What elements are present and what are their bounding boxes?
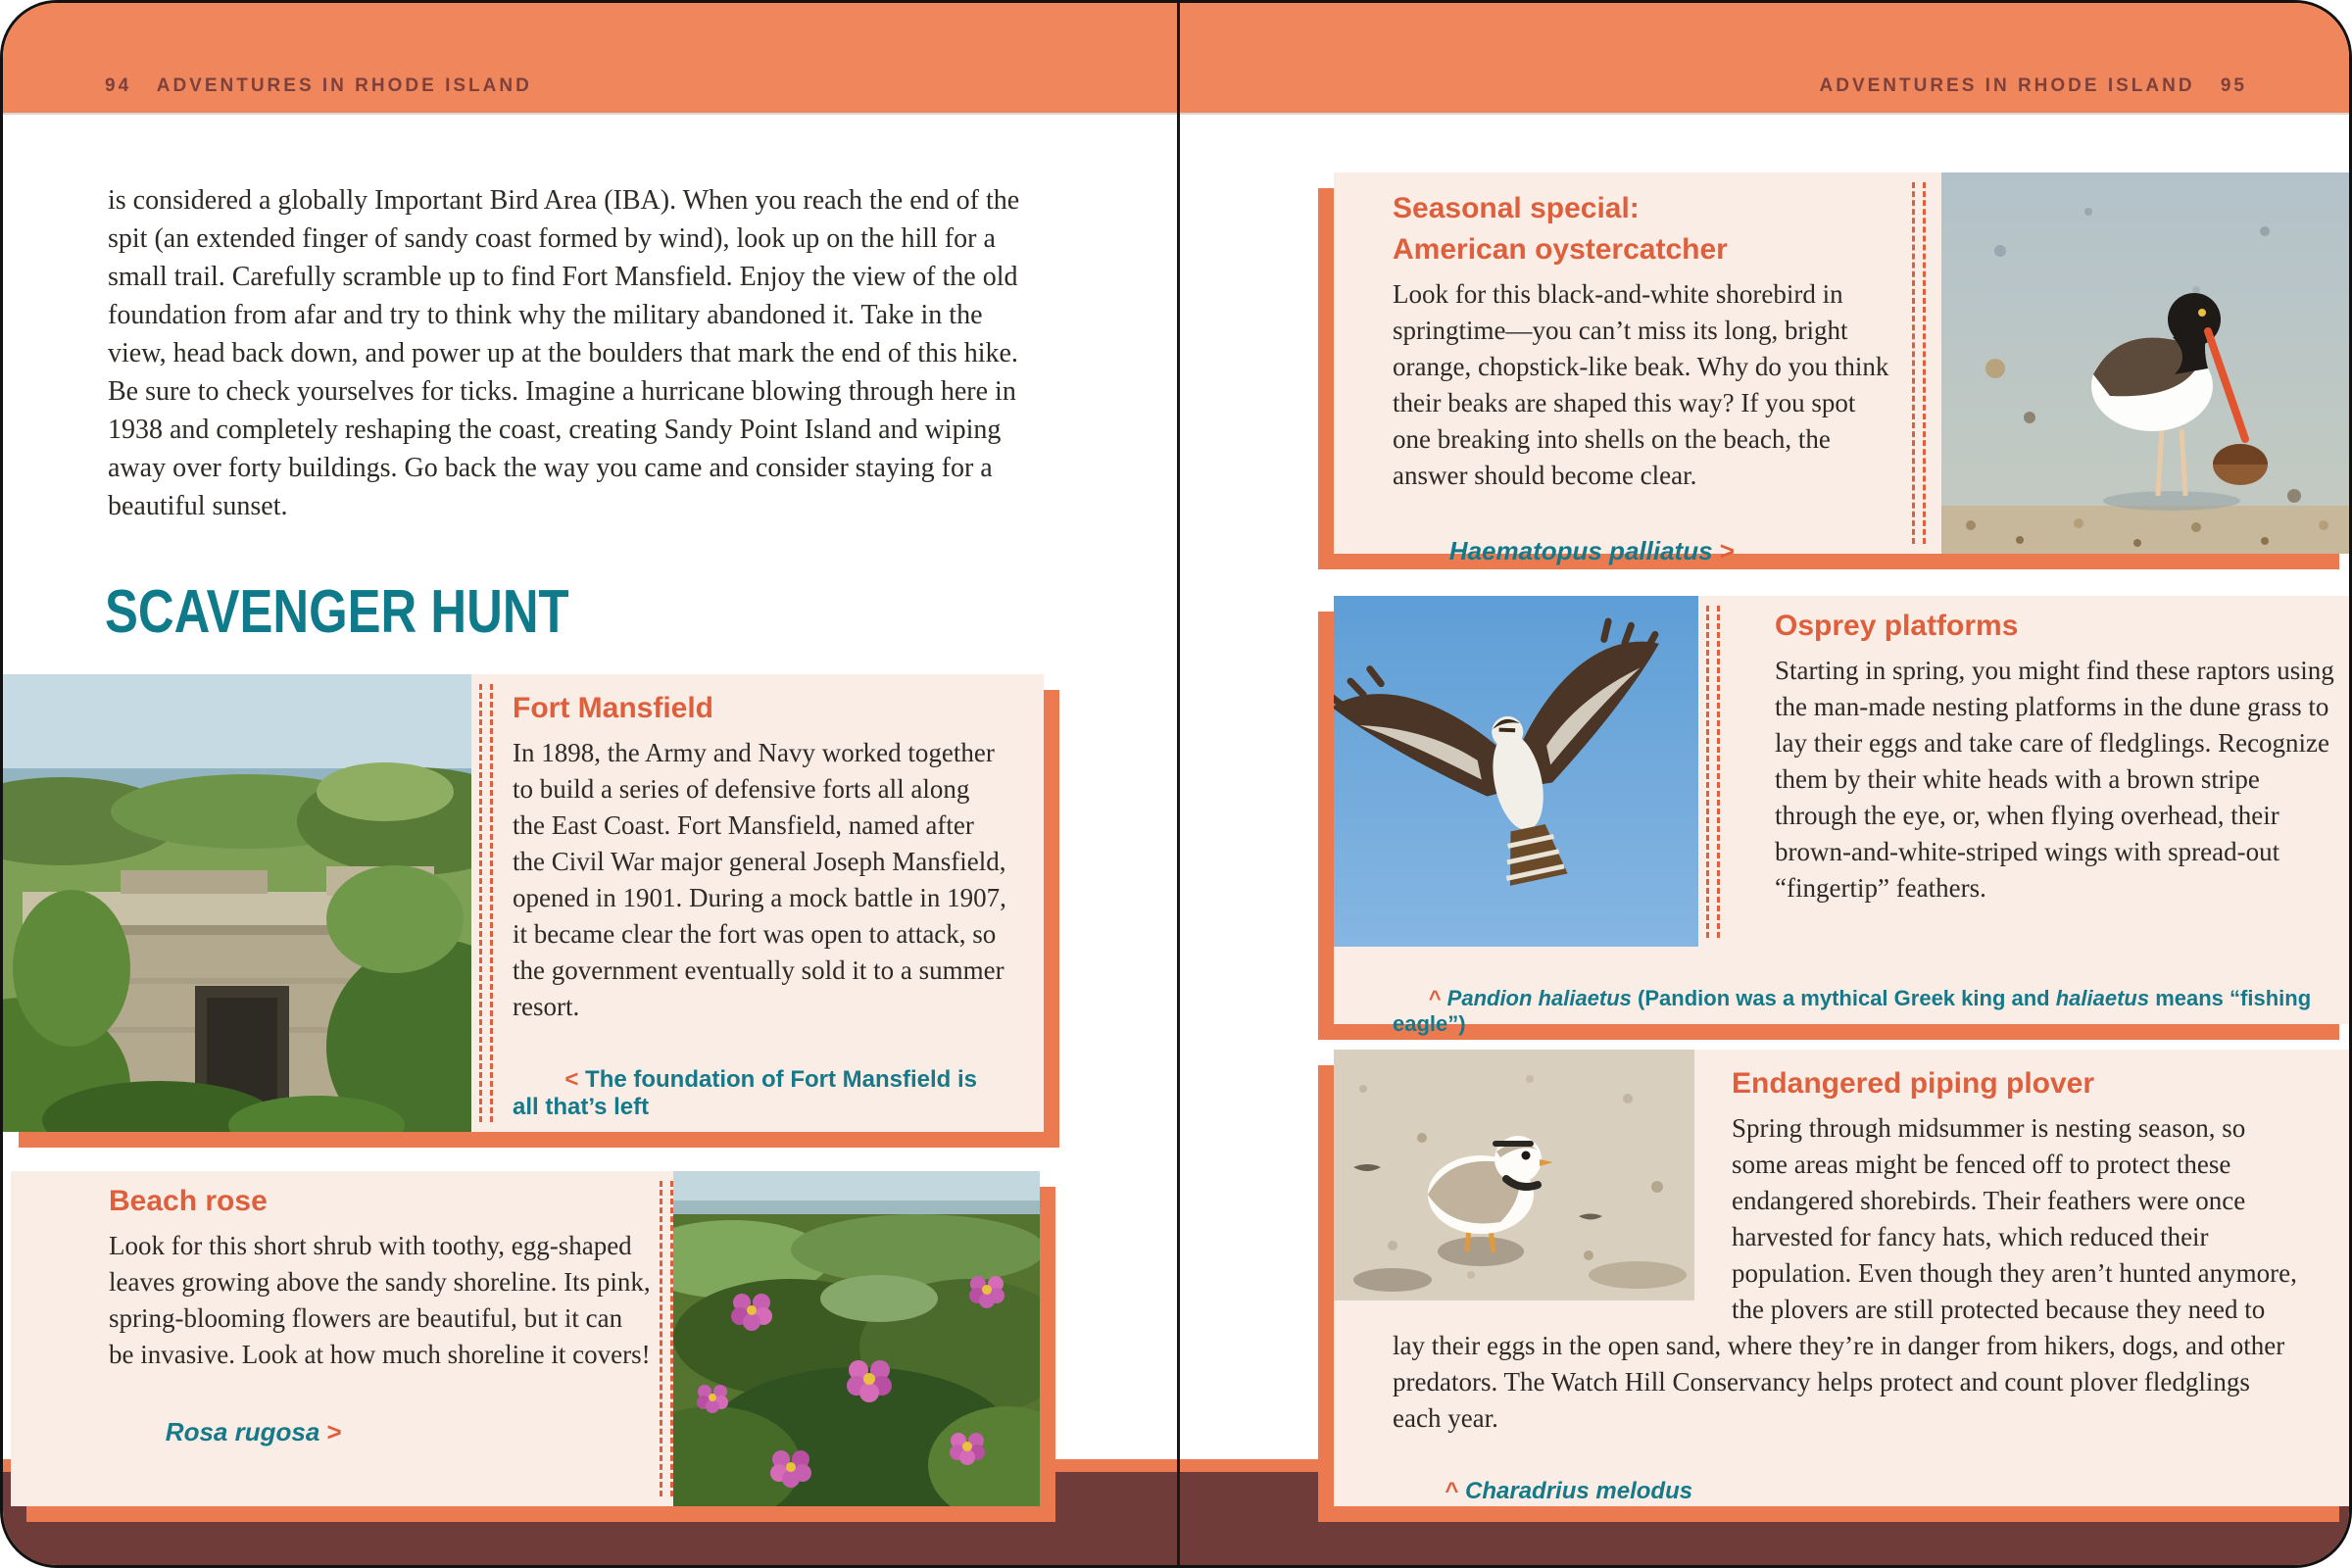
- beach-rose-photo: [673, 1171, 1040, 1506]
- running-title-right: ADVENTURES IN RHODE ISLAND: [1819, 75, 2195, 96]
- osprey-card: [1334, 596, 2352, 1036]
- page-gutter-line: [1177, 3, 1180, 1568]
- piping-plover-card: [1334, 1050, 2352, 1506]
- left-arrow-glyph: <: [564, 1066, 579, 1093]
- fort-card-title: Fort Mansfield: [513, 692, 714, 724]
- intro-paragraph: is considered a globally Important Bird Area (IBA). When you reach the end of the spit (an extended finger of sandy coast formed by wind), look up on the hill for a small trail. Carefully scramble up to find Fort Mansfield. Enjoy the view of the old foundation from afar and try to think why the military abandoned it. Take in the view, head back down, and power up at the boulders that mark the end of this hike. Be sure to check yourselves for ticks. Imagine a hurricane blowing through here in 1938 and completely reshaping the coast, creating Sandy Point Island and wiping away over forty buildings. Go back the way you came and consider staying for a beautiful sunset.: [108, 185, 1020, 521]
- osprey-title: Osprey platforms: [1775, 610, 2019, 642]
- oystercatcher-body: Look for this black-and-white shorebird in springtime—you can’t miss its long, bright orange, chopstick-like beak. Why do you think their beaks are shaped this way? If you spot one breaking into shells on the beach, the answer should become clear.: [1393, 279, 1889, 490]
- osprey-photo: [1334, 596, 1698, 947]
- fort-card-body: In 1898, the Army and Navy worked together to build a series of defensive forts all along the East Coast. Fort Mansfield, named after the Civil War major general Joseph Mansfield, opened in 1901. During a mock battle in 1907, it became clear the fort was open to attack, so the government eventually sold it to a summer resort.: [513, 738, 1006, 1021]
- running-head-left: [105, 75, 532, 97]
- oystercatcher-photo: [1941, 172, 2352, 554]
- card-dashed-divider: [1912, 182, 1926, 544]
- running-head-right: [1820, 75, 2248, 97]
- card-dashed-divider: [1706, 606, 1720, 938]
- oystercatcher-species: Haematopus palliatus >: [1448, 536, 1735, 565]
- page-header-band: [3, 3, 2349, 115]
- beach-rose-title: Beach rose: [109, 1185, 268, 1217]
- oystercatcher-card: [1334, 172, 2352, 565]
- page-number-left: 94: [105, 75, 132, 96]
- plover-body: Spring through midsummer is nesting season, so some areas might be fenced off to protect these endangered shorebirds. Their feathers were once harvested for fancy hats, which reduced their population. Even though they aren’t hunted anymore, the plovers are still protected because they need to lay their eggs in the open sand, where they’re in danger from hikers, dogs, and other predators. The Watch Hill Conservancy helps protect and count plover fledglings each year.: [1393, 1113, 2297, 1433]
- right-arrow-glyph: >: [1719, 536, 1735, 565]
- beach-rose-body: Look for this short shrub with toothy, egg-shaped leaves growing above the sandy shoreline. Its pink, spring-blooming flowers are beautiful, but it can be invasive. Look at how much shoreline it covers!: [109, 1231, 651, 1369]
- up-arrow-glyph: ^: [1445, 1478, 1459, 1504]
- osprey-species-caption: ^ Pandion haliaetus (Pandion was a mythical Greek king and haliaetus means “fishing eagle”): [1393, 986, 2318, 1036]
- plover-species: ^ Charadrius melodus: [1445, 1478, 1693, 1504]
- plover-title: Endangered piping plover: [1732, 1067, 2095, 1100]
- running-title-left: ADVENTURES IN RHODE ISLAND: [156, 75, 532, 96]
- fort-mansfield-card: [3, 674, 1044, 1132]
- fort-photo-caption: < The foundation of Fort Mansfield is all that’s left: [513, 1066, 984, 1120]
- beach-rose-species: Rosa rugosa >: [165, 1417, 342, 1446]
- section-heading: SCAVENGER HUNT: [105, 578, 569, 646]
- right-arrow-glyph: >: [326, 1417, 342, 1446]
- oystercatcher-title: Seasonal special: American oystercatcher: [1393, 192, 1728, 266]
- piping-plover-photo: [1334, 1050, 1694, 1300]
- card-dashed-divider: [479, 684, 493, 1122]
- beach-rose-card: [11, 1171, 1040, 1506]
- card-dashed-divider: [660, 1181, 673, 1496]
- up-arrow-glyph: ^: [1428, 986, 1442, 1010]
- osprey-body: Starting in spring, you might find these raptors using the man-made nesting platforms in the dune grass to lay their eggs and take care of fledglings. Recognize them by their white heads with a brown stripe through the eye, or, when flying overhead, their brown-and-white-striped wings with spread-out “fingertip” feathers.: [1775, 656, 2334, 903]
- page-number-right: 95: [2220, 75, 2247, 96]
- fort-mansfield-photo: [3, 674, 471, 1132]
